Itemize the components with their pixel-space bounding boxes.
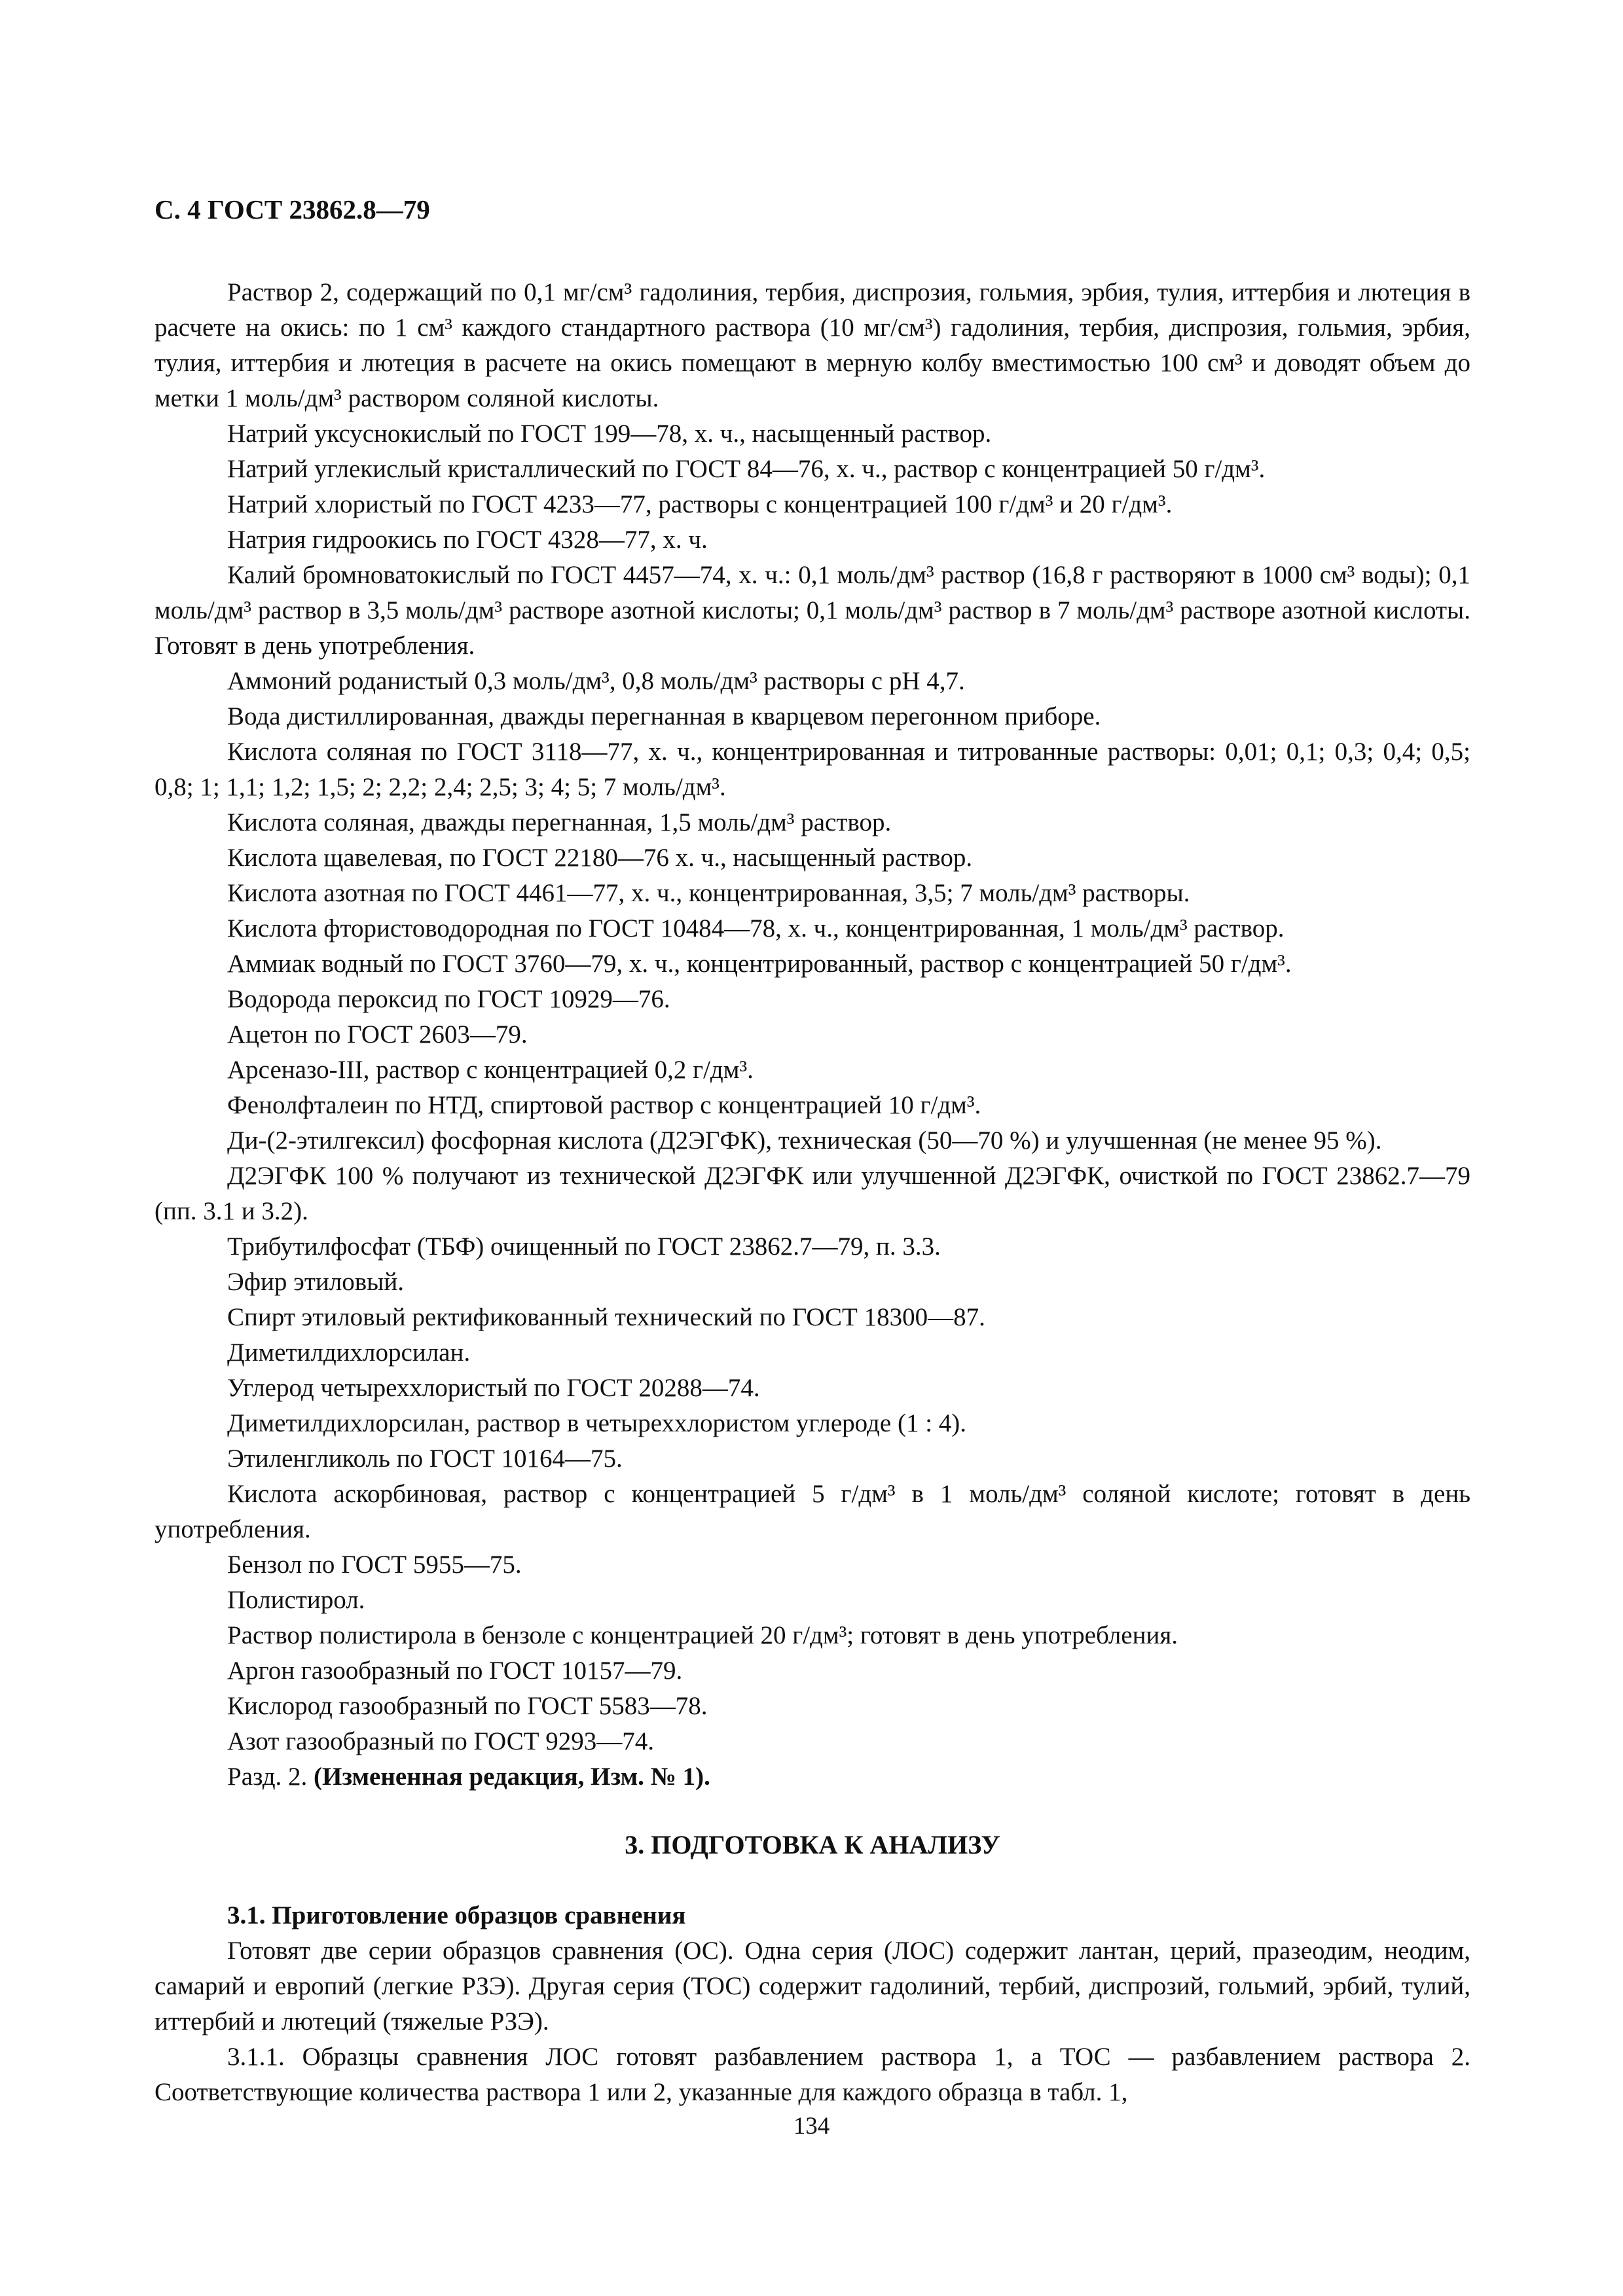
paragraph: Кислота соляная по ГОСТ 3118—77, х. ч., концентрированная и титрованные растворы: 0,01; 0,1; 0,3; 0,4; 0,5; 0,8; 1; 1,1; 1,2; 1,5; 2; 2,2; 2,4; 2,5; 3; 4; 5; 7 моль/дм³. [155, 738, 1470, 801]
paragraph: Натрий уксуснокислый по ГОСТ 199—78, х. ч., насыщенный раствор. [227, 420, 992, 448]
paragraph: Трибутилфосфат (ТБФ) очищенный по ГОСТ 23862.7—79, п. 3.3. [227, 1232, 941, 1261]
paragraph: Водорода пероксид по ГОСТ 10929—76. [227, 985, 670, 1013]
paragraph: Раствор 2, содержащий по 0,1 мг/см³ гадолиния, тербия, диспрозия, гольмия, эрбия, тулия, иттербия и лютеция в расчете на окись: по 1 см³ каждого стандартного раствора (10 мг/см³) гадолиния, тербия, диспрозия, гольмия, эрбия, тулия, иттербия и лютеция в расчете на окись помещают в мерную колбу вместимостью 100 см³ и доводят объем до метки 1 моль/дм³ раствором соляной кислоты. [155, 278, 1470, 412]
paragraph: Этиленгликоль по ГОСТ 10164—75. [227, 1444, 623, 1473]
paragraph: Арсеназо-III, раствор с концентрацией 0,2 г/дм³. [227, 1056, 754, 1084]
paragraph: Кислота азотная по ГОСТ 4461—77, х. ч., концентрированная, 3,5; 7 моль/дм³ растворы. [227, 879, 1190, 907]
paragraph: Азот газообразный по ГОСТ 9293—74. [227, 1727, 655, 1755]
paragraph: 3.1.1. Образцы сравнения ЛОС готовят разбавлением раствора 1, а ТОС — разбавлением раствора 2. Соответствующие количества раствора 1 или 2, указанные для каждого образца в табл. 1, [155, 2043, 1470, 2106]
paragraph: Раствор полистирола в бензоле с концентрацией 20 г/дм³; готовят в день употребления. [227, 1621, 1178, 1649]
paragraph: Натрий углекислый кристаллический по ГОСТ 84—76, х. ч., раствор с концентрацией 50 г/дм³. [227, 455, 1266, 483]
paragraph: Фенолфталеин по НТД, спиртовой раствор с концентрацией 10 г/дм³. [227, 1091, 981, 1119]
amendment-prefix: Разд. 2. [227, 1763, 314, 1791]
subsection-title: 3.1. Приготовление образцов сравнения [227, 1901, 686, 1929]
paragraph: Кислота щавелевая, по ГОСТ 22180—76 х. ч., насыщенный раствор. [227, 844, 973, 872]
document-page [155, 194, 1470, 2110]
paragraph: Кислота фтористоводородная по ГОСТ 10484—78, х. ч., концентрированная, 1 моль/дм³ раствор. [227, 914, 1285, 942]
reagents-list [155, 275, 1470, 1795]
page-number: 134 [793, 2113, 830, 2140]
paragraph: Спирт этиловый ректификованный технический по ГОСТ 18300—87. [227, 1303, 985, 1331]
paragraph: Аммиак водный по ГОСТ 3760—79, х. ч., концентрированный, раствор с концентрацией 50 г/дм³. [227, 950, 1292, 978]
paragraph: Диметилдихлорсилан. [227, 1338, 471, 1367]
paragraph: Ди-(2-этилгексил) фосфорная кислота (Д2ЭГФК), техническая (50—70 %) и улучшенная (не менее 95 %). [227, 1126, 1382, 1155]
paragraph: Калий бромноватокислый по ГОСТ 4457—74, х. ч.: 0,1 моль/дм³ раствор (16,8 г растворяют в 1000 см³ воды); 0,1 моль/дм³ раствор в 3,5 моль/дм³ растворе азотной кислоты; 0,1 моль/дм³ раствор в 7 моль/дм³ растворе азотной кислоты. Готовят в день употребления. [155, 561, 1470, 660]
paragraph: Вода дистиллированная, дважды перегнанная в кварцевом перегонном приборе. [227, 702, 1101, 730]
paragraph: Готовят две серии образцов сравнения (ОС). Одна серия (ЛОС) содержит лантан, церий, празеодим, неодим, самарий и европий (легкие РЗЭ). Другая серия (ТОС) содержит гадолиний, тербий, диспрозий, гольмий, эрбий, тулий, иттербий и лютеций (тяжелые РЗЭ). [155, 1937, 1470, 2036]
amendment-bold: (Измененная редакция, Изм. № 1). [314, 1763, 710, 1791]
paragraph: Бензол по ГОСТ 5955—75. [227, 1551, 522, 1579]
paragraph: Диметилдихлорсилан, раствор в четыреххлористом углероде (1 : 4). [227, 1409, 967, 1437]
paragraph: Полистирол. [227, 1586, 365, 1614]
paragraph: Эфир этиловый. [227, 1268, 404, 1296]
paragraph: Кислота аскорбиновая, раствор с концентрацией 5 г/дм³ в 1 моль/дм³ соляной кислоте; готовят в день употребления. [155, 1480, 1470, 1543]
paragraph: Натрия гидроокись по ГОСТ 4328—77, х. ч. [227, 526, 708, 554]
paragraph: Углерод четыреххлористый по ГОСТ 20288—74. [227, 1374, 760, 1402]
section-title: 3. ПОДГОТОВКА К АНАЛИЗУ [625, 1830, 1000, 1859]
paragraph: Д2ЭГФК 100 % получают из технической Д2ЭГФК или улучшенной Д2ЭГФК, очисткой по ГОСТ 23862.7—79 (пп. 3.1 и 3.2). [155, 1162, 1470, 1225]
amendment-note [155, 1759, 1470, 1795]
paragraph: Ацетон по ГОСТ 2603—79. [227, 1020, 528, 1049]
paragraph: Кислород газообразный по ГОСТ 5583—78. [227, 1692, 708, 1720]
paragraph: Кислота соляная, дважды перегнанная, 1,5 моль/дм³ раствор. [227, 808, 892, 836]
paragraph: Аргон газообразный по ГОСТ 10157—79. [227, 1657, 683, 1685]
paragraph: Аммоний роданистый 0,3 моль/дм³, 0,8 моль/дм³ растворы с рН 4,7. [227, 667, 965, 695]
page-header: С. 4 ГОСТ 23862.8—79 [155, 194, 430, 224]
paragraph: Натрий хлористый по ГОСТ 4233—77, растворы с концентрацией 100 г/дм³ и 20 г/дм³. [227, 490, 1173, 518]
